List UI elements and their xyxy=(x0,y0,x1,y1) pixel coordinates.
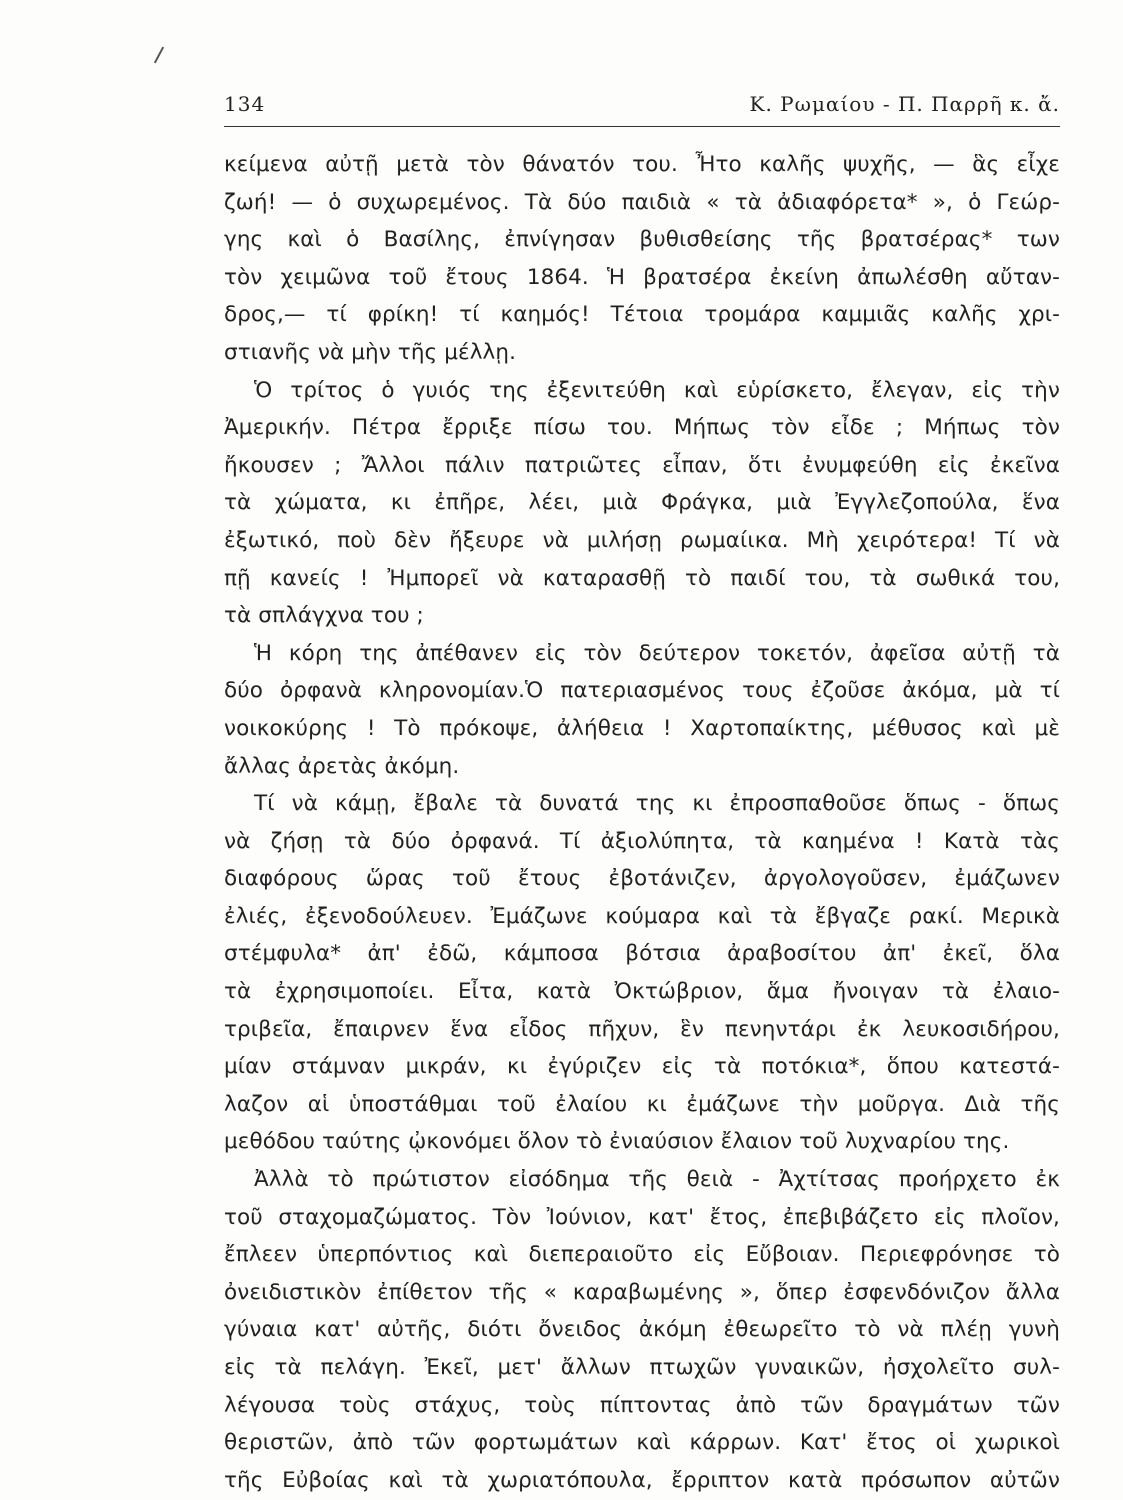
text-line: διαφόρους ὥρας τοῦ ἔτους ἐβοτάνιζεν, ἀργολογοῦσεν, ἐμάζωνεν xyxy=(224,866,1060,892)
text-line: γης καὶ ὁ Βασίλης, ἐπνίγησαν βυθισθείσης τῆς βρατσέρας* των xyxy=(224,227,1060,253)
text-line: λέγουσα τοὺς στάχυς, τοὺς πίπτοντας ἀπὸ τῶν δραγμάτων τῶν xyxy=(224,1392,1060,1418)
text-line: νοικοκύρης ! Τὸ πρόκοψε, ἀλήθεια ! Χαρτοπαίκτης, μέθυσος καὶ μὲ xyxy=(224,715,1060,741)
text-line: ἤκουσεν ; Ἄλλοι πάλιν πατριῶτες εἶπαν, ὅτι ἐνυμφεύθη εἰς ἐκεῖνα xyxy=(224,452,1060,478)
text-line: Ἡ κόρη της ἀπέθανεν εἰς τὸν δεύτερον τοκετόν, ἀφεῖσα αὐτῇ τὰ xyxy=(254,640,1060,666)
text-line: ἔπλεεν ὑπερπόντιος καὶ διεπεραιοῦτο εἰς Εὔβοιαν. Περιεφρόνησε τὸ xyxy=(224,1242,1060,1268)
text-line: μίαν στάμναν μικράν, κι ἐγύριζεν εἰς τὰ ποτόκια*, ὅπου κατεστά- xyxy=(224,1054,1060,1080)
text-line: Ἀμερικήν. Πέτρα ἔρριξε πίσω του. Μήπως τὸν εἶδε ; Μήπως τὸν xyxy=(224,415,1060,441)
text-line: νὰ ζήσῃ τὰ δύο ὀρφανά. Τί ἀξιολύπητα, τὰ καημένα ! Κατὰ τὰς xyxy=(224,828,1060,854)
text-line: τριβεῖα, ἔπαιρνεν ἕνα εἶδος πῆχυν, ἓν πενηντάρι ἐκ λευκοσιδήρου, xyxy=(224,1016,1060,1042)
text-line: ὀνειδιστικὸν ἐπίθετον τῆς « καραβωμένης », ὅπερ ἐσφενδόνιζον ἄλλα xyxy=(224,1279,1060,1305)
text-line: εἰς τὰ πελάγη. Ἐκεῖ, μετ' ἄλλων πτωχῶν γυναικῶν, ἠσχολεῖτο συλ- xyxy=(224,1355,1060,1380)
text-line: τὰ χώματα, κι ἐπῆρε, λέει, μιὰ Φράγκα, μιὰ Ἐγγλεζοπούλα, ἕνα xyxy=(224,490,1060,516)
text-line: στιανῆς νὰ μὴν τῆς μέλλῃ. xyxy=(224,339,517,365)
text-line: θεριστῶν, ἀπὸ τῶν φορτωμάτων καὶ κάρρων. Κατ' ἔτος οἱ χωρικοὶ xyxy=(224,1430,1060,1456)
text-line: τῆς Εὐβοίας καὶ τὰ χωριατόπουλα, ἔρριπτον κατὰ πρόσωπον αὐτῶν xyxy=(224,1467,1060,1493)
text-line: λαζον αἱ ὑποστάθμαι τοῦ ἐλαίου κι ἐμάζωνε τὴν μοῦργα. Διὰ τῆς xyxy=(224,1091,1060,1117)
text-line: τὰ σπλάγχνα του ; xyxy=(224,603,424,629)
text-line: μεθόδου ταύτης ᾠκονόμει ὅλον τὸ ἐνιαύσιον ἔλαιον τοῦ λυχναρίου της. xyxy=(224,1129,1010,1155)
text-line: Τί νὰ κάμῃ, ἔβαλε τὰ δυνατά της κι ἐπροσπαθοῦσε ὅπως - ὅπως xyxy=(254,791,1060,817)
body-text xyxy=(224,146,1060,1499)
text-line: πῇ κανείς ! Ἠμπορεῖ νὰ καταρασθῇ τὸ παιδί του, τὰ σωθικά του, xyxy=(224,565,1060,591)
running-head: Κ. Ρωμαίου - Π. Παρρῆ κ. ἄ. xyxy=(749,92,1060,116)
text-line: δύο ὀρφανὰ κληρονομίαν.Ὁ πατεριασμένος τους ἐζοῦσε ἀκόμα, μὰ τί xyxy=(224,678,1060,704)
text-line: τοῦ σταχομαζώματος. Τὸν Ἰούνιον, κατ' ἔτος, ἐπεβιβάζετο εἰς πλοῖον, xyxy=(224,1204,1060,1230)
text-line: ἐξωτικό, ποὺ δὲν ἤξευρε νὰ μιλήσῃ ρωμαίικα. Μὴ χειρότερα! Τί νὰ xyxy=(224,527,1060,553)
text-line: τὰ ἐχρησιμοποίει. Εἶτα, κατὰ Ὀκτώβριον, ἅμα ἤνοιγαν τὰ ἐλαιο- xyxy=(224,979,1060,1005)
text-line: στέμφυλα* ἀπ' ἐδῶ, κάμποσα βότσια ἀραβοσίτου ἀπ' ἐκεῖ, ὅλα xyxy=(224,941,1060,967)
text-line: ἐλιές, ἐξενοδούλευεν. Ἐμάζωνε κούμαρα καὶ τὰ ἔβγαζε ρακί. Μερικὰ xyxy=(224,903,1060,929)
header-rule xyxy=(224,126,1060,127)
text-line: δρος,— τί φρίκη! τί καημός! Τέτοια τρομάρα καμμιᾶς καλῆς χρι- xyxy=(224,302,1060,328)
page-number: 134 xyxy=(224,92,266,116)
text-line: κείμενα αὐτῇ μετὰ τὸν θάνατόν του. Ἦτο καλῆς ψυχῆς, — ἃς εἶχε xyxy=(224,152,1060,177)
text-line: ζωή! — ὁ συχωρεμένος. Τὰ δύο παιδιὰ « τὰ ἀδιαφόρετα* », ὁ Γεώρ- xyxy=(224,189,1060,215)
text-line: ἄλλας ἀρετὰς ἀκόμη. xyxy=(224,753,460,779)
text-line: Ἀλλὰ τὸ πρώτιστον εἰσόδημα τῆς θειὰ - Ἀχτίτσας προήρχετο ἐκ xyxy=(254,1167,1060,1193)
pencil-mark xyxy=(154,47,164,64)
text-line: γύναια κατ' αὐτῆς, διότι ὄνειδος ἀκόμη ἐθεωρεῖτο τὸ νὰ πλέῃ γυνὴ xyxy=(224,1317,1060,1343)
page-header xyxy=(224,92,1060,124)
text-line: τὸν χειμῶνα τοῦ ἔτους 1864. Ἡ βρατσέρα ἐκείνη ἀπωλέσθη αὔταν- xyxy=(224,264,1060,290)
text-line: Ὁ τρίτος ὁ γυιός της ἐξενιτεύθη καὶ εὑρίσκετο, ἔλεγαν, εἰς τὴν xyxy=(254,377,1060,403)
